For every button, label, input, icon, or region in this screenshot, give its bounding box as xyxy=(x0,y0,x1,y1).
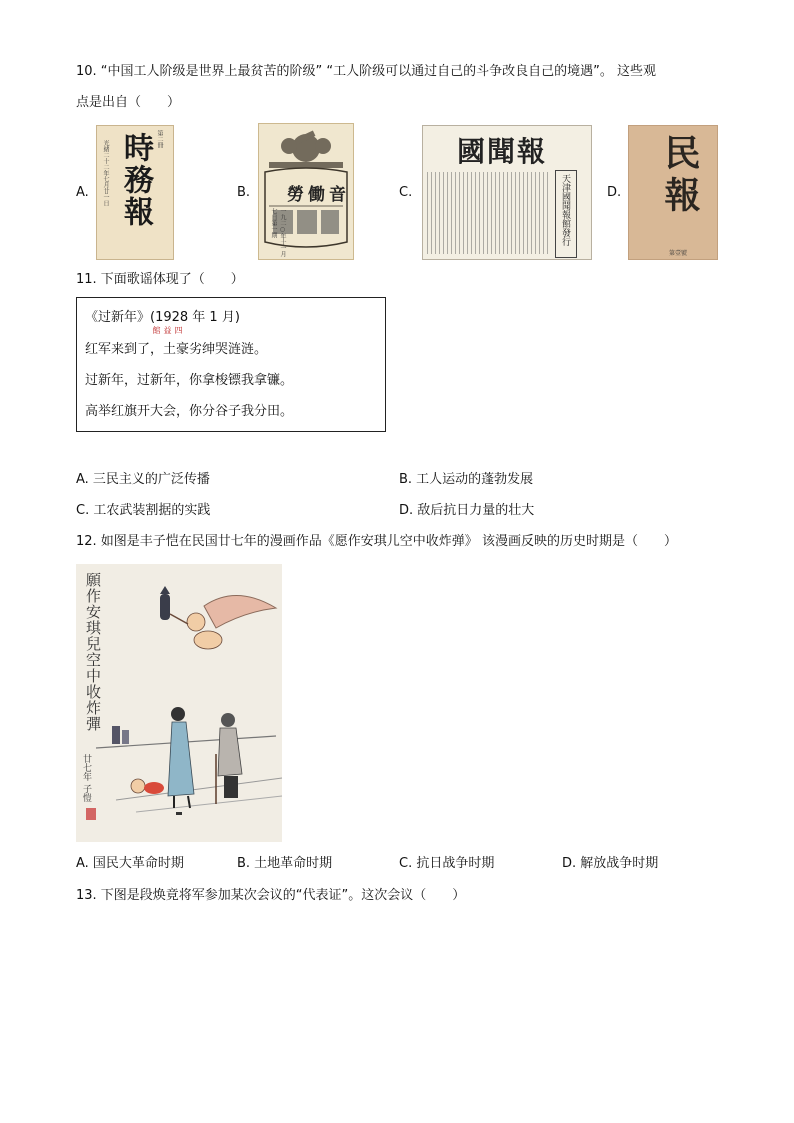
q10-option-d-letter: D. xyxy=(607,185,622,200)
q10-a-vol: 第二冊 xyxy=(156,130,163,148)
q10-c-text-columns xyxy=(427,172,551,254)
q10-c-side-text: 天津國聞報館發行 xyxy=(560,174,570,246)
q10-stem-line1: 10. “中国工人阶级是世界上最贫苦的阶级” “工人阶级可以通过自己的斗争改良自己的境遇”。 这些观 xyxy=(76,64,657,79)
q10-option-a-letter: A. xyxy=(76,185,89,200)
q12-option-c: C. 抗日战争时期 xyxy=(399,856,495,871)
q10-option-d-image xyxy=(628,125,718,260)
q12-comic-drawing xyxy=(76,564,282,842)
q10-c-paper-name: 國聞報 xyxy=(457,135,548,168)
q11-song-line-3: 高举红旗开大会，你分谷子我分田。 xyxy=(85,404,294,419)
q12-comic-image xyxy=(76,564,282,842)
q10-a-side-text: 光緒二十二年七月廿一日 xyxy=(102,140,109,206)
q11-song-title: 《过新年》(1928 年 1 月) xyxy=(85,310,240,325)
q10-option-c-letter: C. xyxy=(399,185,413,200)
q10-option-c-image xyxy=(422,125,592,260)
q12-comic-signature: 廿七年 子愷 xyxy=(81,754,91,802)
q10-d-side-text: 第壹號 xyxy=(669,250,688,257)
q11-stem: 11. 下面歌谣体现了（ ） xyxy=(76,272,244,287)
q10-stem-line2: 点是出自（ ） xyxy=(76,95,181,110)
q11-option-d: D. 敌后抗日力量的壮大 xyxy=(399,503,535,518)
q12-option-a: A. 国民大革命时期 xyxy=(76,856,184,871)
q11-song-line-1: 红军来到了，土豪劣绅哭涟涟。 xyxy=(85,342,268,357)
q12-stem: 12. 如图是丰子恺在民国廿七年的漫画作品《愿作安琪儿空中收炸弹》 该漫画反映的历史时期是（ ） xyxy=(76,534,677,549)
q11-option-a: A. 三民主义的广泛传播 xyxy=(76,472,210,487)
q10-d-paper-name: 民報 xyxy=(659,134,701,218)
q12-option-b: B. 土地革命时期 xyxy=(237,856,333,871)
q11-option-b: B. 工人运动的蓬勃发展 xyxy=(399,472,534,487)
q10-a-paper-name: 時務報 xyxy=(118,132,153,228)
q10-b-side-text: 一九二○年十一月七日第一期 xyxy=(270,208,286,257)
q10-b-paper-name: 勞働音 xyxy=(287,185,350,205)
q10-option-b-image xyxy=(258,123,354,260)
q11-song-box xyxy=(76,297,386,432)
q12-option-d: D. 解放战争时期 xyxy=(562,856,659,871)
q10-option-b-letter: B. xyxy=(237,185,251,200)
q11-option-c: C. 工农武装割据的实践 xyxy=(76,503,211,518)
q13-stem: 13. 下图是段焕竟将军参加某次会议的“代表证”。这次会议（ ） xyxy=(76,888,466,903)
q11-song-line-2: 过新年，过新年，你拿梭镖我拿镰。 xyxy=(85,373,294,388)
q12-comic-caption: 願作安琪兒空中收炸彈 xyxy=(84,572,102,732)
q10-a-stamp: 四益館 xyxy=(152,326,183,334)
